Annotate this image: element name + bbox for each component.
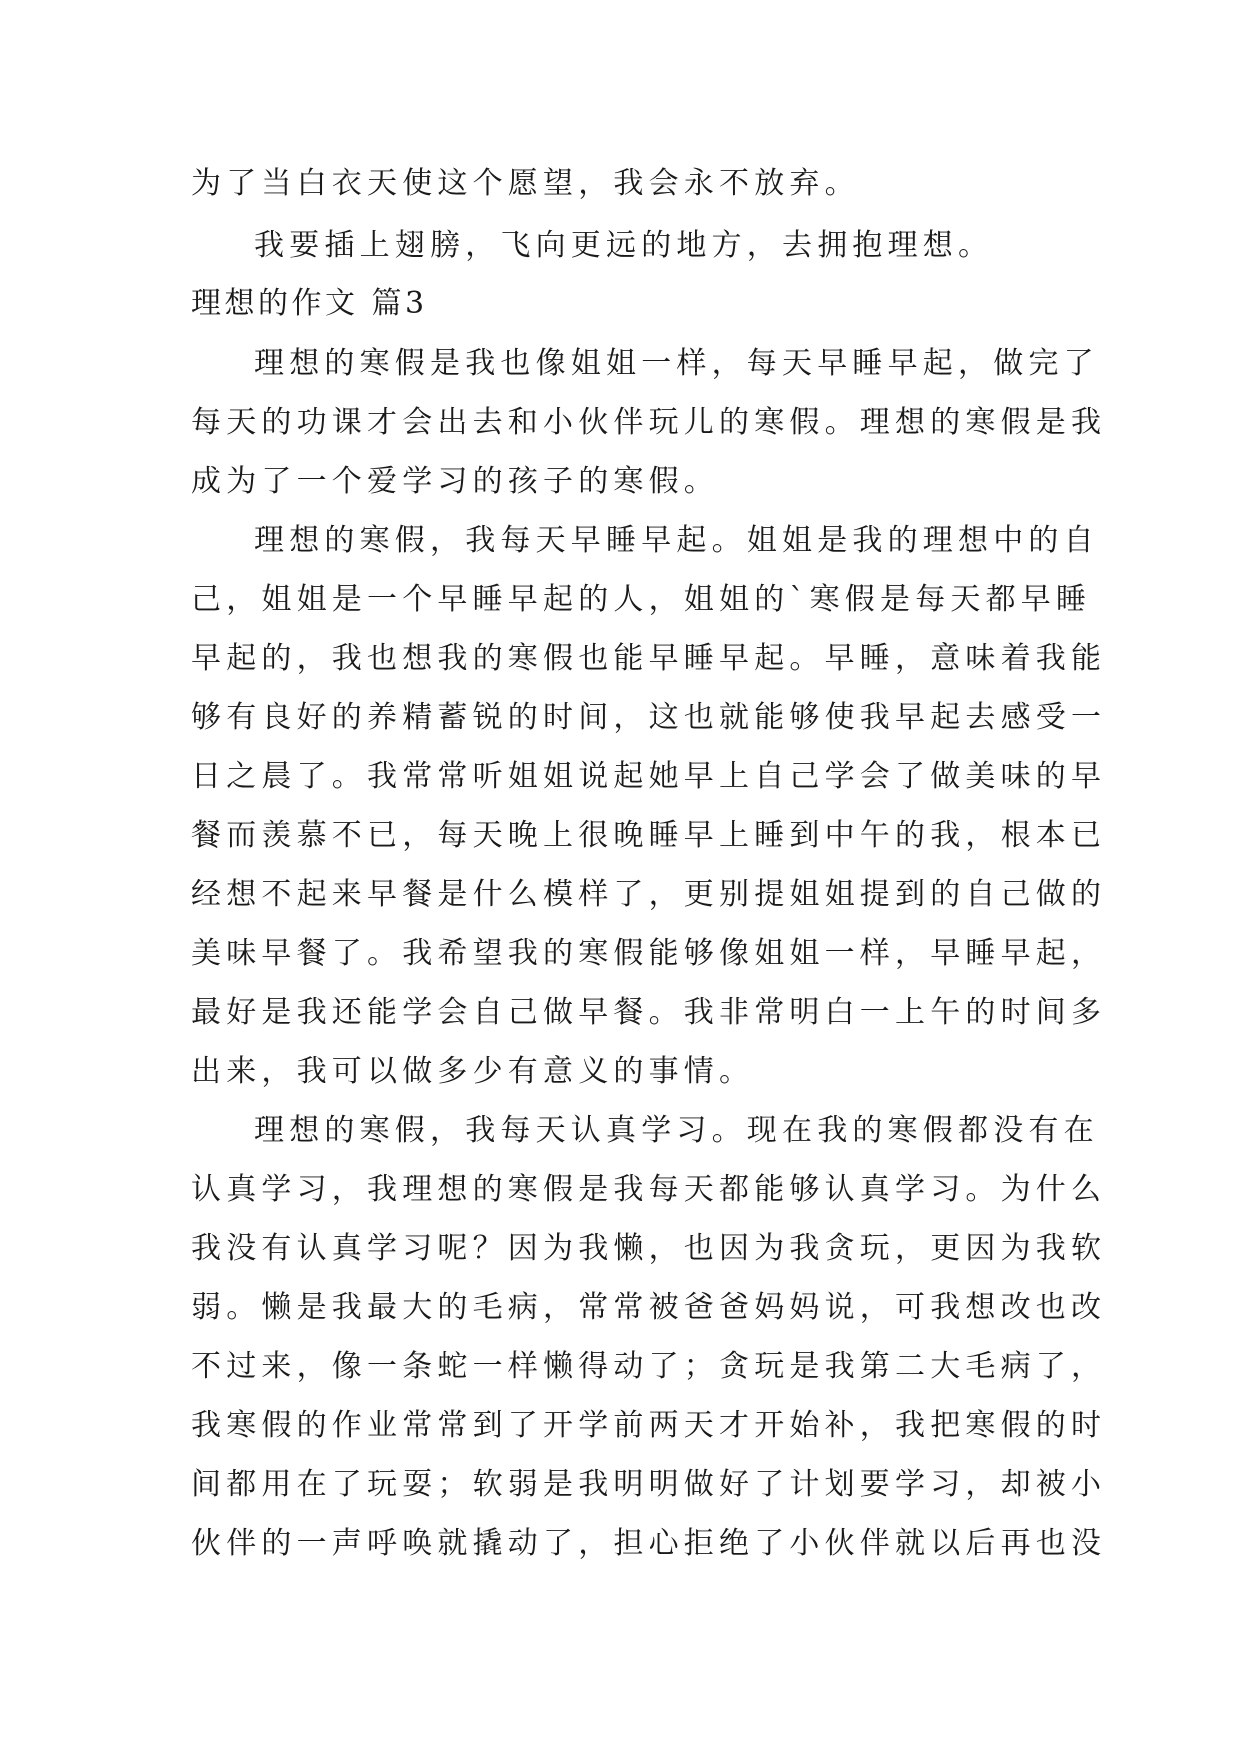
text-line: 伙伴的一声呼唤就撬动了，担心拒绝了小伙伴就以后再也没 — [191, 1526, 1107, 1561]
text-line: 理想的寒假，我每天早睡早起。姐姐是我的理想中的自 — [254, 523, 1099, 558]
text-line: 最好是我还能学会自己做早餐。我非常明白一上午的时间多 — [191, 995, 1107, 1030]
text-line: 弱。懒是我最大的毛病，常常被爸爸妈妈说，可我想改也改 — [191, 1290, 1107, 1325]
text-line: 间都用在了玩耍；软弱是我明明做好了计划要学习，却被小 — [191, 1467, 1107, 1502]
text-line: 认真学习，我理想的寒假是我每天都能够认真学习。为什么 — [191, 1172, 1107, 1207]
text-line: 不过来，像一条蛇一样懒得动了；贪玩是我第二大毛病了， — [191, 1349, 1107, 1384]
text-line: 日之晨了。我常常听姐姐说起她早上自己学会了做美味的早 — [191, 759, 1107, 794]
section-heading: 理想的作文 篇3 — [191, 286, 428, 321]
text-line: 理想的寒假，我每天认真学习。现在我的寒假都没有在 — [254, 1113, 1099, 1148]
text-line: 成为了一个爱学习的孩子的寒假。 — [191, 464, 719, 499]
text-line: 我没有认真学习呢？因为我懒，也因为我贪玩，更因为我软 — [191, 1231, 1107, 1266]
text-line: 我寒假的作业常常到了开学前两天才开始补，我把寒假的时 — [191, 1408, 1107, 1443]
text-line: 理想的寒假是我也像姐姐一样，每天早睡早起，做完了 — [254, 346, 1099, 381]
text-line: 餐而羡慕不已，每天晚上很晚睡早上睡到中午的我，根本已 — [191, 818, 1107, 853]
text-line: 为了当白衣天使这个愿望，我会永不放弃。 — [191, 166, 860, 201]
text-line: 够有良好的养精蓄锐的时间，这也就能够使我早起去感受一 — [191, 700, 1107, 735]
text-line: 每天的功课才会出去和小伙伴玩儿的寒假。理想的寒假是我 — [191, 405, 1107, 440]
text-line: 我要插上翅膀，飞向更远的地方，去拥抱理想。 — [254, 228, 994, 263]
text-line: 出来，我可以做多少有意义的事情。 — [191, 1054, 755, 1089]
text-line: 早起的，我也想我的寒假也能早睡早起。早睡，意味着我能 — [191, 641, 1107, 676]
text-line: 经想不起来早餐是什么模样了，更别提姐姐提到的自己做的 — [191, 877, 1107, 912]
text-line: 己，姐姐是一个早睡早起的人，姐姐的`寒假是每天都早睡 — [191, 582, 1092, 617]
text-line: 美味早餐了。我希望我的寒假能够像姐姐一样，早睡早起， — [191, 936, 1107, 971]
